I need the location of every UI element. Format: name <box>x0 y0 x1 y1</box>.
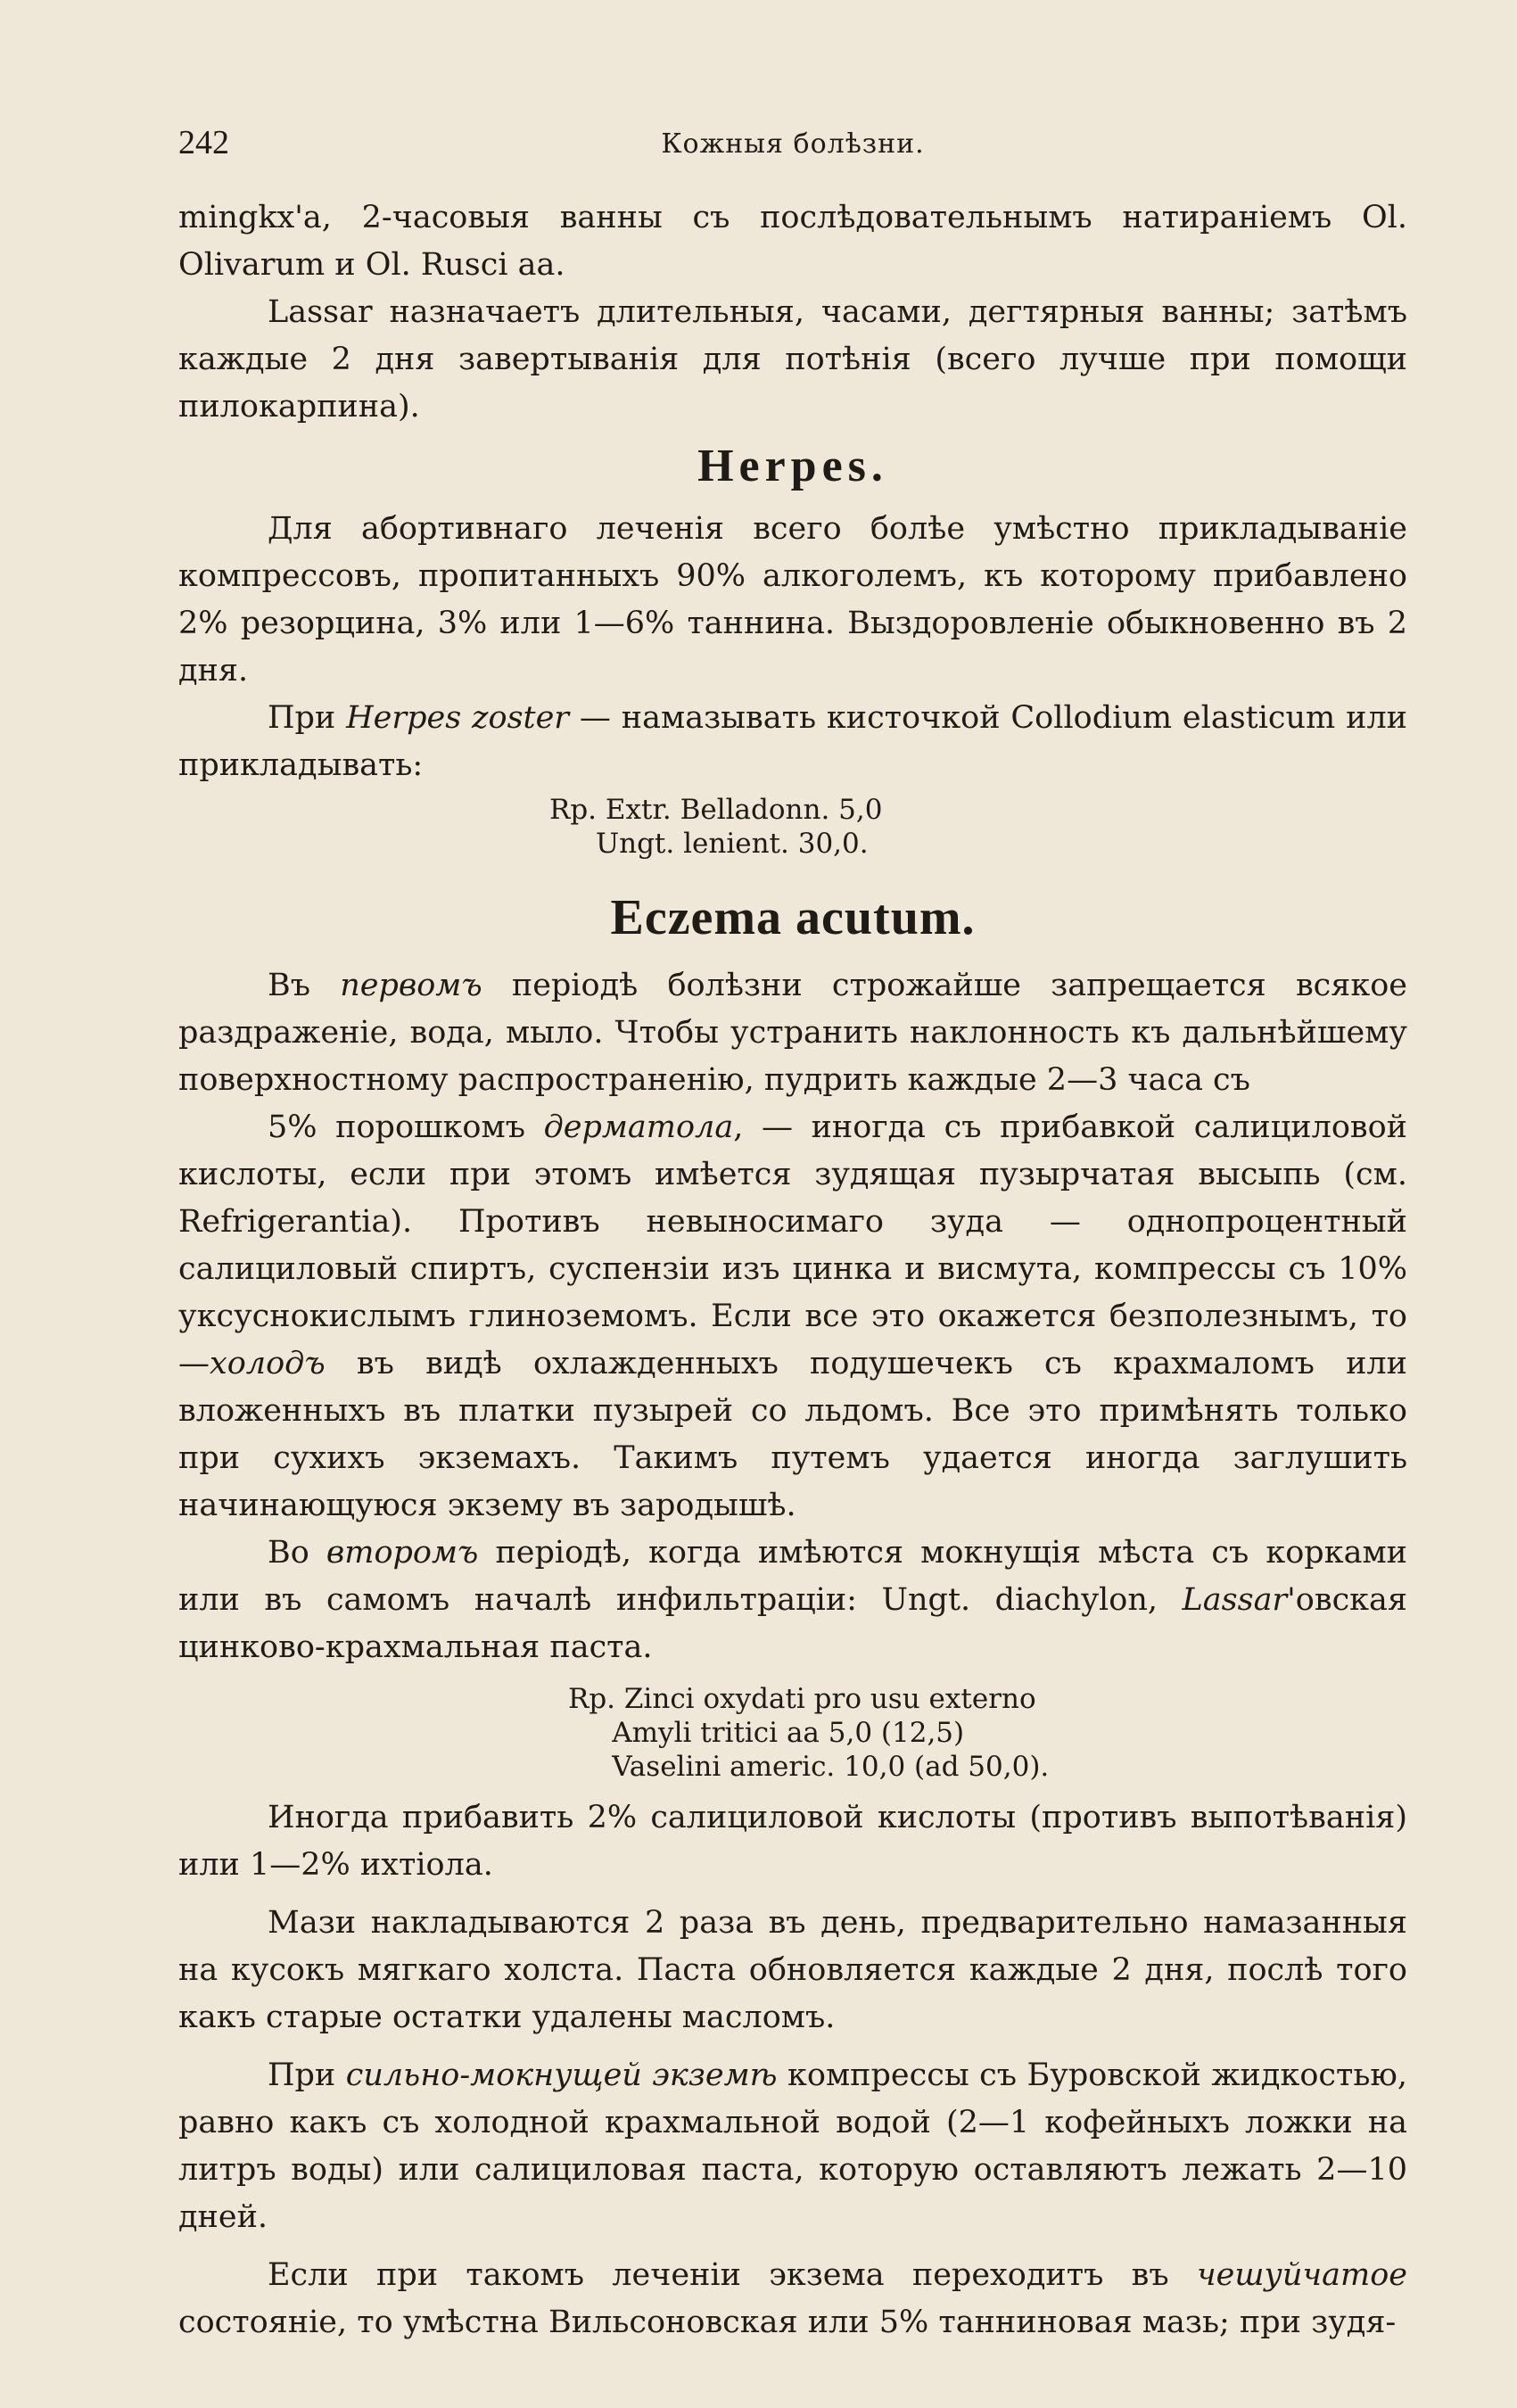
text-run: 5% порошкомъ <box>268 1109 544 1145</box>
text-run: При <box>268 2058 346 2093</box>
prescription-line: Rp. Zinci oxydati pro usu externo <box>568 1683 1036 1715</box>
eczema-paragraph-6 <box>178 2052 1407 2241</box>
page-content <box>178 194 1407 2346</box>
paragraph-lassar: Lassar назначаетъ длительныя, часами, дегтярныя ванны; затѣмъ каждые 2 дня завертыванія для потѣнія (всего лучше при помощи пилокарпина). <box>178 294 1407 425</box>
text-run: 'овская цинково-крахмальная паста. <box>178 1582 1407 1665</box>
italic-term: первомъ <box>340 968 482 1003</box>
text-run: компрессы съ Буровской жидкостью, равно какъ съ холодной крахмальной водой (2—1 кофейныхъ ложки на литръ воды) или салициловая паста, которую оставляютъ лежать 2—10 дней. <box>178 2058 1408 2235</box>
italic-term: чешуйчатое <box>1196 2257 1407 2293</box>
prescription-line: Amyli tritici aa 5,0 (12,5) <box>568 1717 965 1749</box>
prescription-line: Ungt. lenient. 30,0. <box>596 828 869 860</box>
text-run: — намазывать кисточкой Collodium elasticum или прикладывать: <box>178 700 1408 783</box>
page-number: 242 <box>178 124 229 161</box>
italic-term: второмъ <box>326 1535 479 1571</box>
eczema-paragraph-7 <box>178 2252 1407 2346</box>
italic-term: сильно-мокнущей экземѣ <box>345 2058 778 2093</box>
prescription-herpes <box>178 793 1407 861</box>
text-run: При <box>268 700 347 736</box>
running-title: Кожныя болѣзни. <box>661 128 925 160</box>
text-run: періодѣ болѣзни строжайше запрещается всякое раздраженіе, вода, мыло. Чтобы устранить наклонность къ дальнѣйшему поверхностному распространенію, пудрить каждые 2—3 часа съ <box>178 968 1407 1098</box>
paragraph-continued: mingkx'a, 2-часовыя ванны съ послѣдовательнымъ натираніемъ Ol. Olivarum и Ol. Rusci aa. <box>178 200 1407 283</box>
italic-term: холодъ <box>210 1346 326 1381</box>
prescription-eczema <box>178 1682 1407 1784</box>
italic-term: Herpes zoster <box>346 700 570 736</box>
text-run: состояніе, то умѣстна Вильсоновская или 5% танниновая мазь; при зудя- <box>178 2305 1397 2340</box>
prescription-line: Vaselini americ. 10,0 (ad 50,0). <box>568 1751 1050 1783</box>
eczema-paragraph-3 <box>178 1530 1407 1671</box>
eczema-paragraph-5: Мази накладываются 2 раза въ день, предварительно намазанныя на кусокъ мягкаго холста. Паста обновляется каждые 2 дня, послѣ того какъ старые остатки удалены масломъ. <box>178 1905 1407 2035</box>
eczema-paragraph-2 <box>178 1104 1407 1530</box>
italic-term: Lassar <box>1182 1582 1288 1618</box>
italic-term: дерматола <box>543 1109 734 1145</box>
herpes-paragraph-1: Для абортивнаго леченія всего болѣе умѣстно прикладываніе компрессовъ, пропитанныхъ 90% алкоголемъ, къ которому прибавлено 2% резорцина, 3% или 1—6% таннина. Выздоровленіе обыкновенно въ 2 дня. <box>178 511 1407 689</box>
page-header <box>178 123 1407 177</box>
section-title-eczema: Eczema acutum. <box>610 890 976 945</box>
eczema-paragraph-1 <box>178 962 1407 1104</box>
text-run: въ видѣ охлажденныхъ подушечекъ съ крахмаломъ или вложенныхъ въ платки пузырей со льдомъ. Все это примѣнять только при сухихъ экземахъ. Такимъ путемъ удается иногда заглушить начинающуюся экзему въ зародышѣ. <box>178 1346 1407 1523</box>
prescription-line: Rp. Extr. Belladonn. 5,0 <box>549 794 883 826</box>
herpes-paragraph-2 <box>178 695 1407 789</box>
text-run: Въ <box>268 968 341 1003</box>
text-run: , — иногда съ прибавкой салициловой кислоты, если при этомъ имѣется зудящая пузырчатая высыпь (см. Refrigerantia). Противъ невыносимаго зуда — однопроцентный салициловый спиртъ, суспензіи изъ цинка и висмута, компрессы съ 10% уксуснокислымъ глиноземомъ. Если все это окажется безполезнымъ, то— <box>178 1109 1407 1381</box>
eczema-paragraph-4: Иногда прибавить 2% салициловой кислоты (противъ выпотѣванія) или 1—2% ихтіола. <box>178 1800 1407 1883</box>
text-run: Если при такомъ леченіи экзема переходитъ въ <box>268 2257 1197 2293</box>
section-title-herpes: Herpes. <box>697 441 888 491</box>
text-run: Во <box>268 1535 326 1571</box>
text-run: періодѣ, когда имѣются мокнущія мѣста съ корками или въ самомъ началѣ инфильтраціи: Ungt. diachylon, <box>178 1535 1407 1618</box>
